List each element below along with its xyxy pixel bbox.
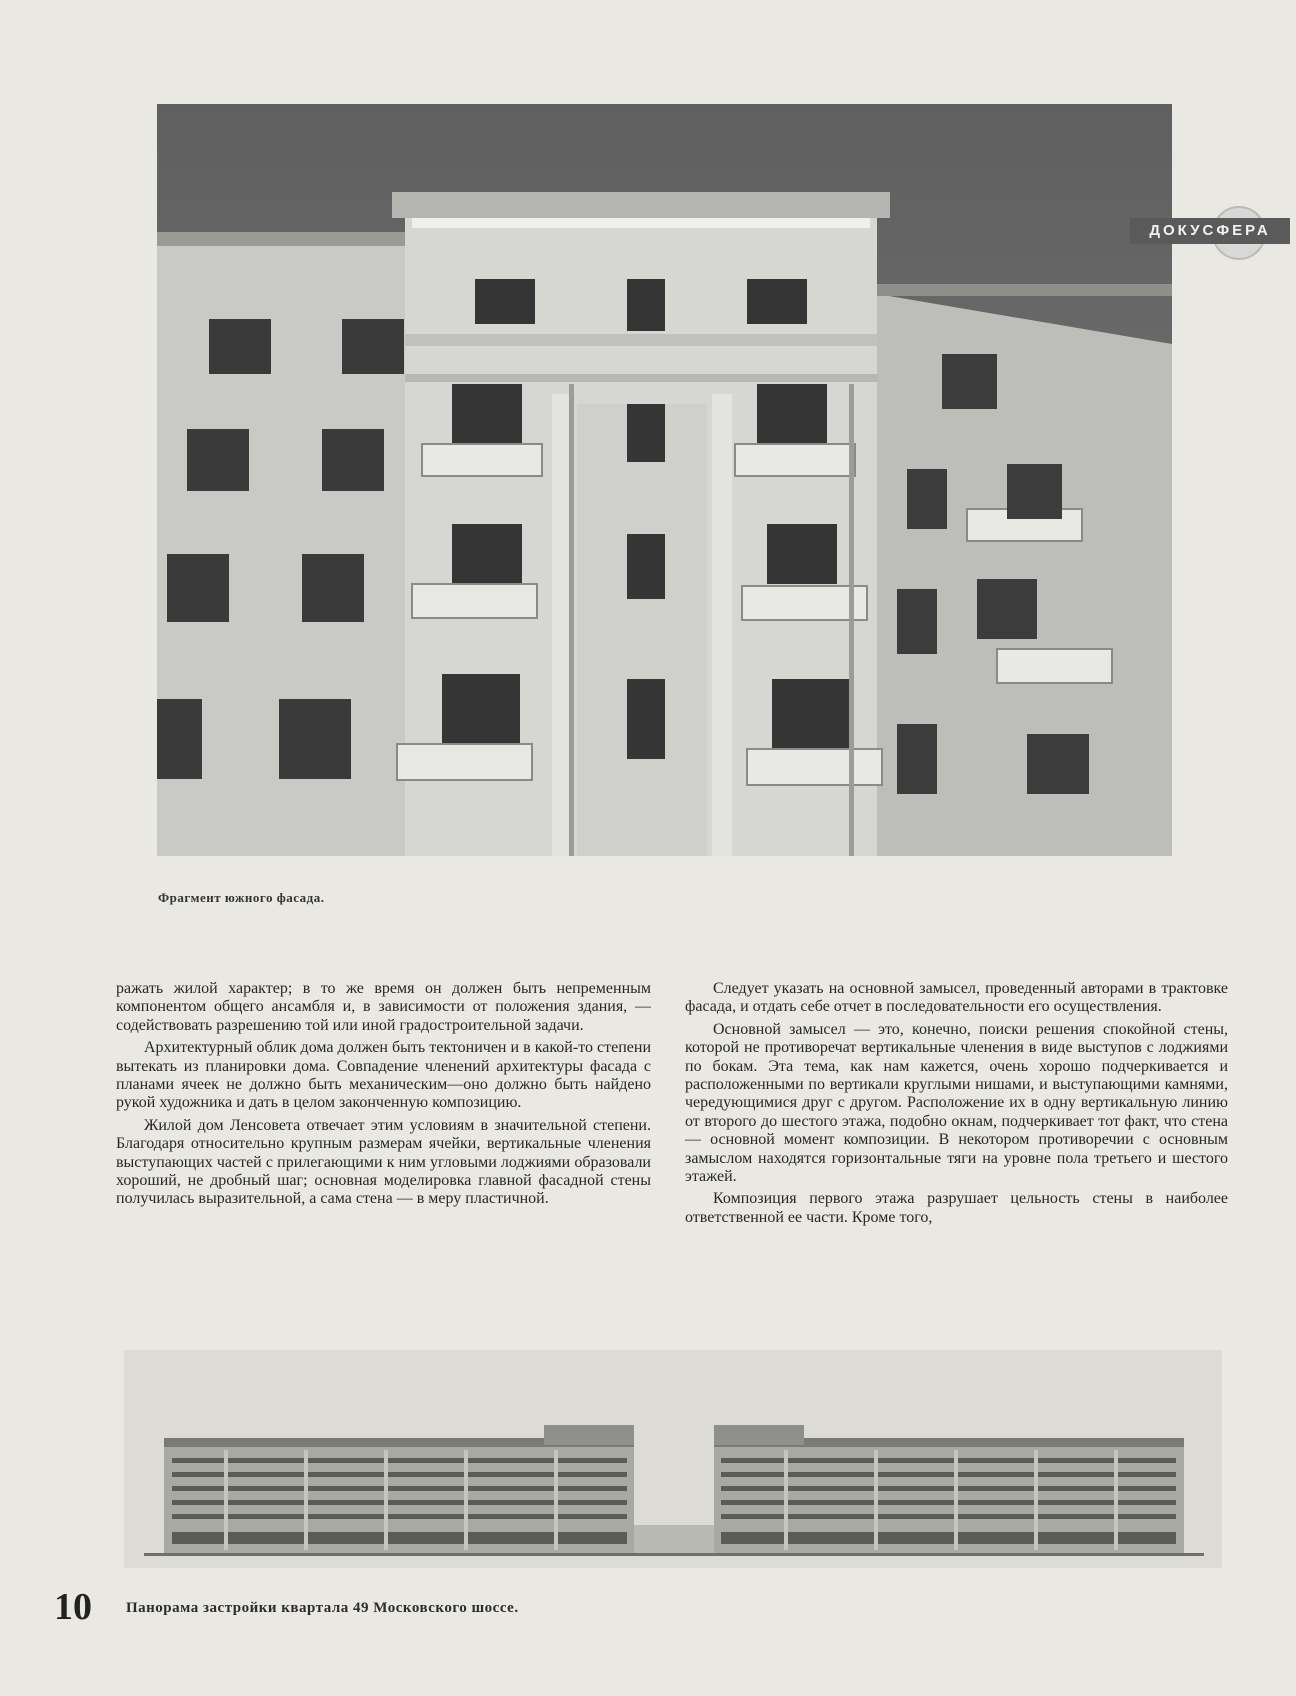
paragraph: Основной замысел — это, конечно, поиски решения спокойной стены, которой не противоречат вертикальные членения в виде выступов с лоджиями по бокам. Эта тема, как нам кажется, очень хорошо подчеркивается и расположенными по вертикали круглыми нишами, и выступающими камнями, чередующимися друг с другом. Расположение их в одну вертикальную линию от второго до шестого этажа, подобно окнам, подчеркивает тот факт, что стена — основной момент композиции. В некотором противоречии с основным замыслом находятся горизонтальные тяги на уровне пола третьего и шестого этажей. bbox=[685, 1020, 1228, 1186]
text-column-left bbox=[116, 980, 651, 1209]
paragraph: ражать жилой характер; в то же время он должен быть непременным компонентом общего ансамбля и, в зависимости от положения здания, — содействовать разрешению той или иной градостроительной задачи. bbox=[116, 980, 651, 1034]
photo-caption: Фрагмент южного фасада. bbox=[158, 890, 325, 905]
page-number: 10 bbox=[54, 1586, 92, 1628]
watermark-text: ДОКУСФЕРА bbox=[1130, 218, 1290, 244]
panorama-illustration bbox=[124, 1350, 1222, 1568]
paragraph: Следует указать на основной замысел, проведенный авторами в трактовке фасада, и отдать себе отчет в последовательности его осуществления. bbox=[685, 980, 1228, 1016]
south-facade-photo bbox=[157, 104, 1172, 856]
paragraph: Архитектурный облик дома должен быть тектоничен и в какой-то степени вытекать из планировки дома. Совпадение членений архитектуры фасада с планами ячеек не должно быть механическим—оно должно быть найдено рукой художника и дать в целом законченную композицию. bbox=[116, 1039, 651, 1112]
docusphere-watermark bbox=[1130, 210, 1290, 252]
panorama-caption: Панорама застройки квартала 49 Московского шоссе. bbox=[126, 1600, 519, 1616]
text-column-right bbox=[685, 980, 1228, 1227]
paragraph: Жилой дом Ленсовета отвечает этим условиям в значительной степени. Благодаря относительно крупным размерам ячейки, вертикальные членения выступающих частей с прилегающими к ним угловыми лоджиями образовали хороший, не дробный шаг; основная моделировка главной фасадной стены получилась выразительной, а сама стена — в меру пластичной. bbox=[116, 1116, 651, 1208]
facade-illustration bbox=[157, 104, 1172, 856]
block-panorama-drawing bbox=[124, 1350, 1222, 1568]
paragraph: Композиция первого этажа разрушает цельность стены в наиболее ответственной ее части. Кроме того, bbox=[685, 1190, 1228, 1226]
